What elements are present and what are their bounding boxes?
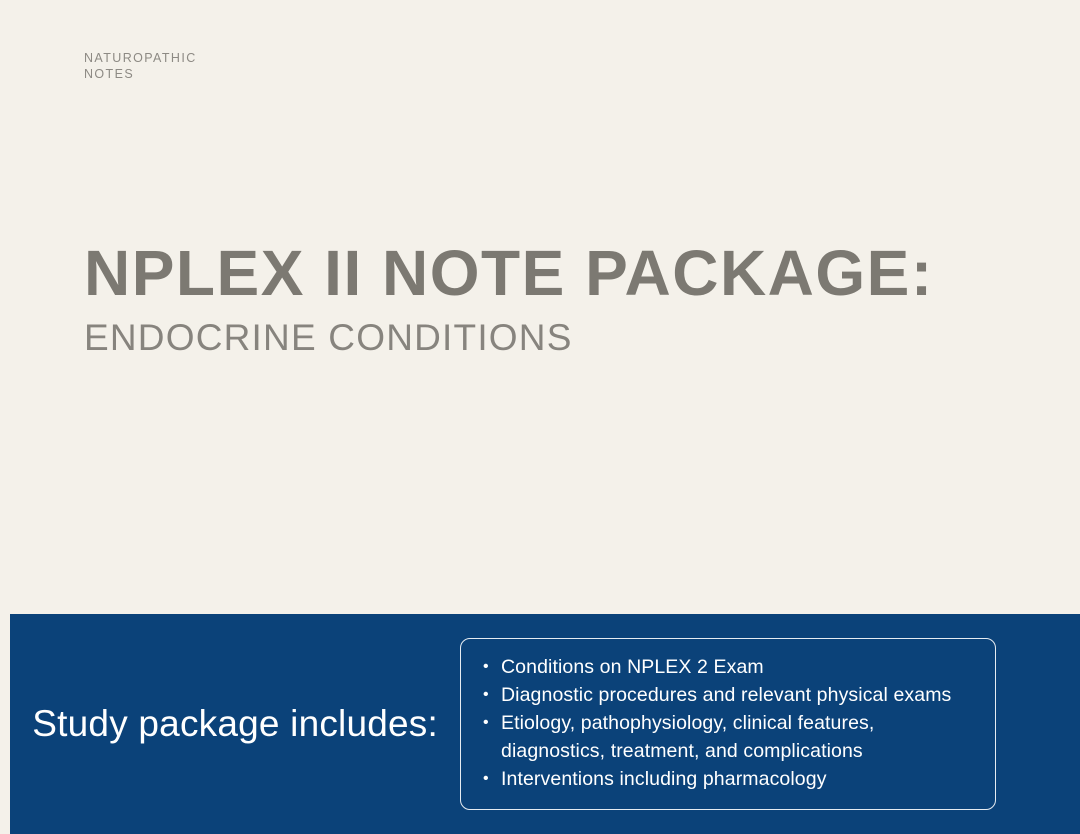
list-item-label: Etiology, pathophysiology, clinical features, diagnostics, treatment, and complications xyxy=(501,712,875,762)
list-item-label: Interventions including pharmacology xyxy=(501,768,827,790)
feature-list xyxy=(479,653,977,793)
list-item xyxy=(483,709,977,765)
banner-heading: Study package includes: xyxy=(32,703,438,744)
bullet-icon: • xyxy=(483,770,489,787)
page-title: NPLEX II NOTE PACKAGE: xyxy=(84,237,934,309)
bullet-icon: • xyxy=(483,714,489,731)
list-item xyxy=(483,765,977,793)
page-subtitle: ENDOCRINE CONDITIONS xyxy=(84,317,573,358)
bullet-icon: • xyxy=(483,686,489,703)
list-item xyxy=(483,653,977,681)
brand-line-2: NOTES xyxy=(84,67,135,81)
brand-mark xyxy=(84,50,197,82)
banner-heading-container xyxy=(10,701,460,747)
list-item-label: Conditions on NPLEX 2 Exam xyxy=(501,656,764,678)
feature-box xyxy=(460,638,996,810)
study-package-banner xyxy=(10,614,1080,834)
banner-features-container xyxy=(460,638,996,810)
bullet-icon: • xyxy=(483,658,489,675)
list-item-label: Diagnostic procedures and relevant physical exams xyxy=(501,684,952,706)
list-item xyxy=(483,681,977,709)
brand-line-1: NATUROPATHIC xyxy=(84,51,197,65)
title-block xyxy=(84,236,1024,360)
